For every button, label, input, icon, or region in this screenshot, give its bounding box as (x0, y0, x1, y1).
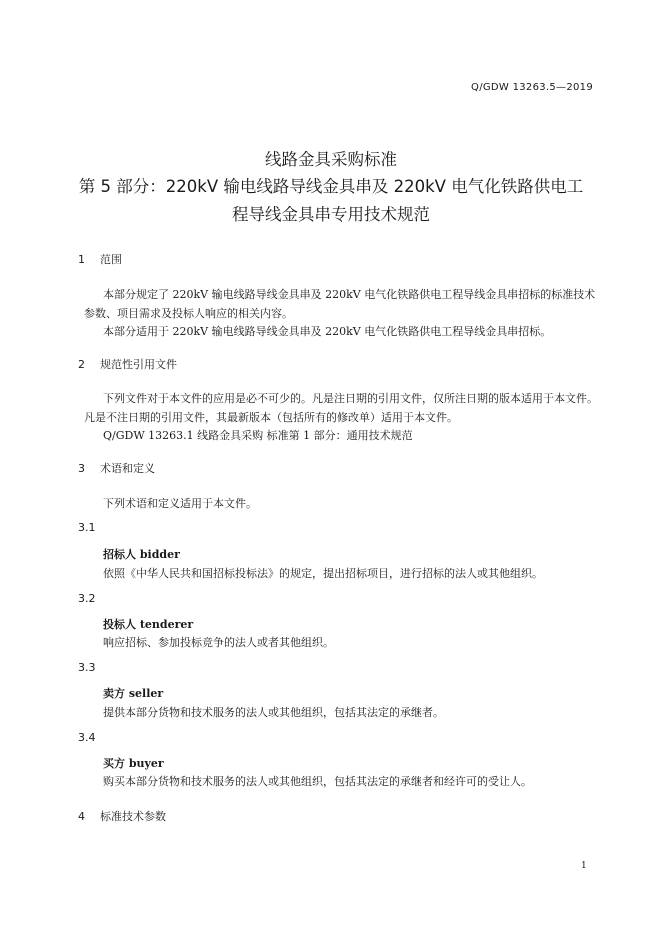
section-1-paragraph-1: 本部分规定了 220kV 输电线路导线金具串及 220kV 电气化铁路供电工程导线金具串招标的标准技术参数、项目需求及投标人响应的相关内容。 (84, 288, 596, 320)
normative-reference: Q/GDW 13263.1 线路金具采购 标准第 1 部分：通用技术规范 (103, 429, 413, 442)
standard-number: Q/GDW 13263.5—2019 (471, 82, 593, 93)
section-number: 2 (78, 358, 85, 371)
section-3-paragraph-1: 下列术语和定义适用于本文件。 (103, 497, 257, 510)
section-number: 4 (78, 810, 85, 823)
term-name: 投标人 tenderer (103, 618, 194, 631)
term-number: 3.3 (78, 661, 96, 674)
section-2-heading (78, 356, 177, 372)
section-4-heading (78, 808, 166, 824)
term-definition: 提供本部分货物和技术服务的法人或其他组织，包括其法定的承继者。 (103, 706, 444, 719)
term-number: 3.2 (78, 592, 96, 605)
section-title: 规范性引用文件 (100, 358, 177, 371)
section-1-heading (78, 251, 122, 267)
section-3-heading (78, 460, 155, 476)
section-title: 标准技术参数 (100, 810, 166, 823)
term-number: 3.4 (78, 731, 96, 744)
term-definition: 购买本部分货物和技术服务的法人或其他组织，包括其法定的承继者和经许可的受让人。 (103, 775, 532, 788)
section-1-paragraph-2: 本部分适用于 220kV 输电线路导线金具串及 220kV 电气化铁路供电工程导线金具串招标。 (103, 325, 552, 338)
term-number: 3.1 (78, 521, 96, 534)
term-definition: 响应招标、参加投标竞争的法人或者其他组织。 (103, 636, 334, 649)
section-title: 范围 (100, 253, 122, 266)
section-title: 术语和定义 (100, 462, 155, 475)
page-number: 1 (581, 861, 587, 871)
document-title-line-3: 程导线金具串专用技术规范 (232, 205, 430, 224)
term-name: 招标人 bidder (103, 548, 180, 561)
document-title-line-2: 第 5 部分：220kV 输电线路导线金具串及 220kV 电气化铁路供电工 (78, 177, 584, 196)
section-number: 3 (78, 462, 85, 475)
term-name: 买方 buyer (103, 757, 164, 770)
term-definition: 依照《中华人民共和国招标投标法》的规定，提出招标项目，进行招标的法人或其他组织。 (103, 567, 543, 580)
document-title-line-1: 线路金具采购标准 (265, 150, 397, 169)
section-2-paragraph-1: 下列文件对于本文件的应用是必不可少的。凡是注日期的引用文件，仅所注日期的版本适用于本文件。凡是不注日期的引用文件，其最新版本（包括所有的修改单）适用于本文件。 (84, 392, 598, 424)
term-name: 卖方 seller (103, 687, 164, 700)
section-number: 1 (78, 253, 85, 266)
